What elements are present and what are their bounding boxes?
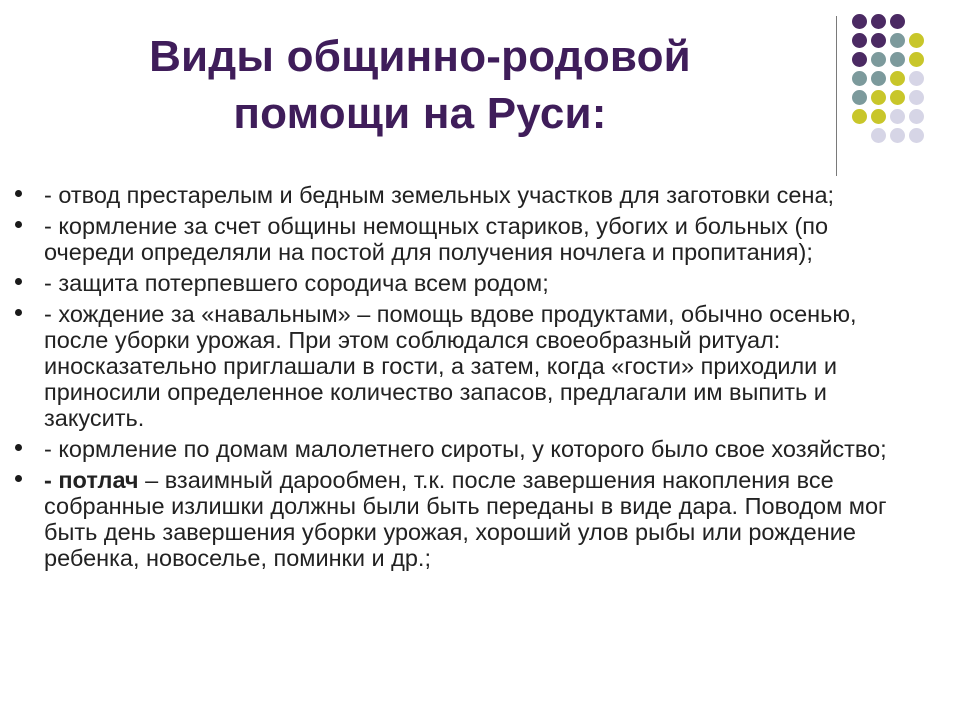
decor-dot-purple (890, 14, 905, 29)
bullet-dot-icon (15, 444, 22, 451)
bullet-item (0, 467, 924, 571)
bullet-item (0, 182, 924, 208)
decor-dot-lavender (909, 90, 924, 105)
decorative-divider-line (836, 16, 837, 176)
decor-dot-olive (852, 109, 867, 124)
decor-dot-teal (890, 33, 905, 48)
bullet-item (0, 213, 924, 265)
decor-dot-lavender (909, 71, 924, 86)
bullet-dot-icon (15, 221, 22, 228)
decor-dot-olive (909, 52, 924, 67)
decor-dot-lavender (871, 128, 886, 143)
decor-dot-lavender (909, 128, 924, 143)
bullet-text: - хождение за «навальным» – помощь вдове продуктами, обычно осенью, после уборки урожая. При этом соблюдался своеобразный ритуал: иносказательно приглашали в гости, а затем, когда «гости» приходили и приносили определенное количество запасов, предлагали им выпить и закусить. (44, 301, 857, 431)
bullet-text: – взаимный дарообмен, т.к. после завершения накопления все собранные излишки должны были быть переданы в виде дара. Поводом мог быть день завершения уборки урожая, хороший улов рыбы или рождение ребенка, новоселье, поминки и др.; (44, 467, 887, 571)
slide-title-line-1: Виды общинно-родовой (149, 32, 691, 81)
decor-dot-olive (890, 90, 905, 105)
slide-title-line-2: помощи на Руси: (233, 89, 607, 138)
decor-dot-purple (852, 52, 867, 67)
decor-dot-teal (852, 90, 867, 105)
slide-title (70, 28, 770, 142)
bullet-text: - кормление по домам малолетнего сироты, у которого было свое хозяйство; (44, 436, 887, 462)
decor-dot-olive (871, 109, 886, 124)
decor-dot-purple (871, 33, 886, 48)
decor-dot-olive (909, 33, 924, 48)
bullet-dot-icon (15, 278, 22, 285)
bullet-item (0, 301, 924, 431)
bullet-list (0, 182, 960, 576)
bullet-text: - отвод престарелым и бедным земельных участков для заготовки сена; (44, 182, 835, 208)
decor-dot-teal (852, 71, 867, 86)
decor-dot-purple (871, 14, 886, 29)
decor-dot-purple (852, 33, 867, 48)
bullet-item (0, 270, 924, 296)
decor-dot-lavender (909, 109, 924, 124)
bullet-dot-icon (15, 475, 22, 482)
bullet-dot-icon (15, 190, 22, 197)
decor-dot-teal (871, 52, 886, 67)
bullet-lead-term: - потлач (44, 467, 139, 493)
decor-dot-lavender (890, 109, 905, 124)
bullet-item (0, 436, 924, 462)
decor-dot-teal (871, 71, 886, 86)
decor-dot-teal (890, 52, 905, 67)
bullet-text: - защита потерпевшего сородича всем родом; (44, 270, 549, 296)
decor-dot-lavender (890, 128, 905, 143)
decor-dot-purple (852, 14, 867, 29)
decor-dot-olive (871, 90, 886, 105)
decor-dot-olive (890, 71, 905, 86)
decorative-dot-grid (852, 14, 948, 164)
bullet-dot-icon (15, 309, 22, 316)
bullet-text: - кормление за счет общины немощных стариков, убогих и больных (по очереди определяли на постой для получения ночлега и пропитания); (44, 213, 829, 265)
